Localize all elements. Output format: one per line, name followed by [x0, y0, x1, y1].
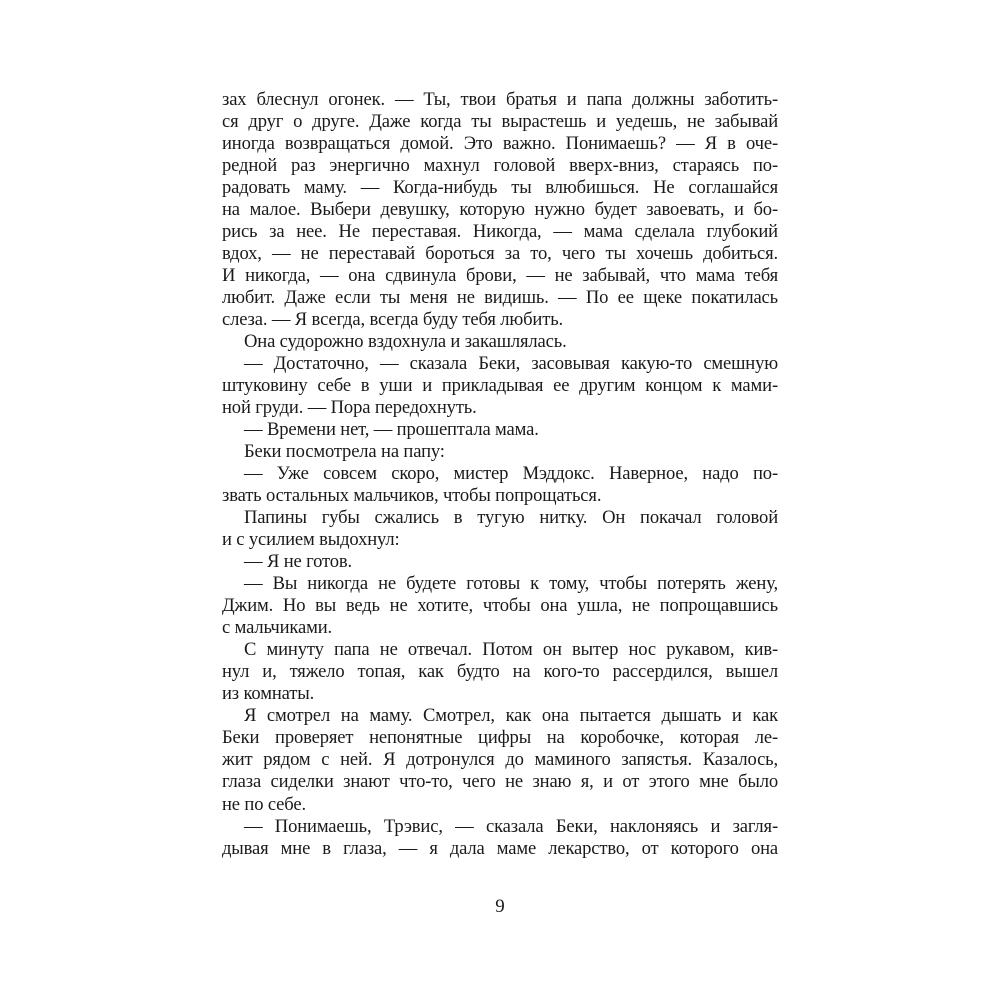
- text-line: — Вы никогда не будете готовы к тому, чтобы потерять жену,: [244, 573, 778, 595]
- text-line: Беки проверяет непонятные цифры на коробочке, которая ле-: [222, 727, 778, 749]
- text-line: С минуту папа не отвечал. Потом он вытер нос рукавом, кив-: [244, 639, 778, 661]
- text-line: иногда возвращаться домой. Это важно. Понимаешь? — Я в оче-: [222, 133, 778, 155]
- text-line: из комнаты.: [222, 683, 315, 705]
- text-line: Я смотрел на маму. Смотрел, как она пытается дышать и как: [244, 705, 778, 727]
- text-line: радовать маму. — Когда-нибудь ты влюбишься. Не соглашайся: [222, 177, 778, 199]
- text-line: ной груди. — Пора передохнуть.: [222, 397, 477, 419]
- page-number: 9: [495, 896, 505, 917]
- text-line: — Уже совсем скоро, мистер Мэддокс. Наверное, надо по-: [244, 463, 778, 485]
- text-line: с мальчиками.: [222, 617, 333, 639]
- text-line: Она судорожно вздохнула и закашлялась.: [244, 331, 567, 353]
- text-line: нул и, тяжело топая, как будто на кого-то рассердился, вышел: [222, 661, 778, 683]
- text-line: редной раз энергично махнул головой вверх-вниз, стараясь по-: [222, 155, 778, 177]
- text-line: штуковину себе в уши и прикладывая ее другим концом к мами-: [222, 375, 778, 397]
- body-text: [222, 89, 778, 860]
- text-line: дывая мне в глаза, — я дала маме лекарство, от которого она: [222, 837, 778, 859]
- text-line: — Понимаешь, Трэвис, — сказала Беки, наклоняясь и загля-: [244, 815, 778, 837]
- text-line: любит. Даже если ты меня не видишь. — По ее щеке покатилась: [222, 287, 778, 309]
- text-line: Папины губы сжались в тугую нитку. Он покачал головой: [244, 507, 778, 529]
- text-line: на малое. Выбери девушку, которую нужно будет завоевать, и бо-: [222, 199, 778, 221]
- text-line: не по себе.: [222, 793, 306, 815]
- text-line: Джим. Но вы ведь не хотите, чтобы она ушла, не попрощавшись: [222, 595, 778, 617]
- text-line: звать остальных мальчиков, чтобы попрощаться.: [222, 485, 602, 507]
- text-line: И никогда, — она сдвинула брови, — не забывай, что мама тебя: [222, 265, 778, 287]
- text-line: зах блеснул огонек. — Ты, твои братья и папа должны заботить-: [222, 89, 778, 110]
- text-line: жит рядом с ней. Я дотронулся до маминого запястья. Казалось,: [222, 749, 778, 771]
- text-line: вдох, — не переставай бороться за то, чего ты хочешь добиться.: [222, 243, 778, 265]
- text-line: — Времени нет, — прошептала мама.: [244, 419, 539, 441]
- text-line: — Достаточно, — сказала Беки, засовывая какую-то смешную: [244, 353, 778, 375]
- text-line: рись за нее. Не переставая. Никогда, — мама сделала глубокий: [222, 221, 778, 243]
- text-line: и с усилием выдохнул:: [222, 529, 400, 551]
- text-line: ся друг о друге. Даже когда ты вырастешь и уедешь, не забывай: [222, 111, 778, 133]
- text-line: слеза. — Я всегда, всегда буду тебя любить.: [222, 309, 564, 331]
- text-line: — Я не готов.: [244, 551, 353, 573]
- text-line: глаза сиделки знают что-то, чего не знаю я, и от этого мне было: [222, 771, 778, 793]
- text-line: Беки посмотрела на папу:: [244, 441, 445, 463]
